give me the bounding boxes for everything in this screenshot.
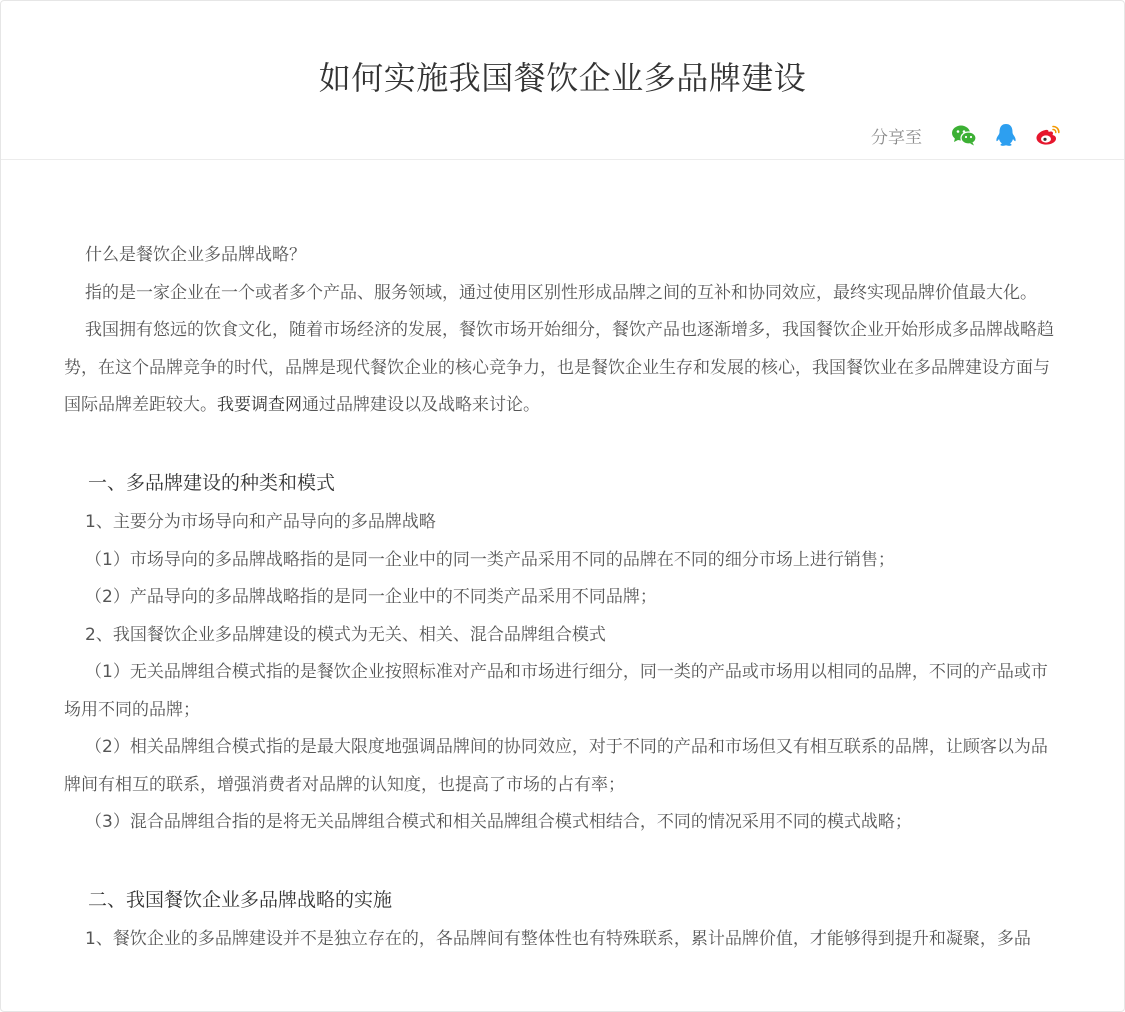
- intro-background-text: 我国拥有悠远的饮食文化，随着市场经济的发展，餐饮市场开始细分，餐饮产品也逐渐增多，我国餐饮企业开始形成多品牌战略趋势，在这个品牌竞争的时代，品牌是现代餐饮企业的核心竞争力，也是餐饮企业生存和发展的核心，我国餐饮业在多品牌建设方面与国际品牌差距较大。: [64, 320, 1054, 415]
- wechat-icon: [951, 124, 977, 146]
- share-wechat-button[interactable]: [950, 121, 978, 149]
- article-title: 如何实施我国餐饮企业多品牌建设: [318, 59, 807, 97]
- section-1-paragraph: （1）无关品牌组合模式指的是餐饮企业按照标准对产品和市场进行细分，同一类的产品或市场用以相同的品牌，不同的产品或市场用不同的品牌；: [64, 662, 1048, 720]
- intro-question: 什么是餐饮企业多品牌战略？: [85, 245, 306, 265]
- weibo-icon: [1035, 124, 1061, 146]
- section-1-paragraph: 1、主要分为市场导向和产品导向的多品牌战略: [85, 512, 436, 532]
- intro-background: [64, 312, 1062, 425]
- section-1-paragraph: 2、我国餐饮企业多品牌建设的模式为无关、相关、混合品牌组合模式: [85, 624, 606, 645]
- spacer: [64, 425, 1062, 463]
- survey-site-link[interactable]: 我要调查网: [217, 395, 302, 415]
- section-2-heading: 二、我国餐饮企业多品牌战略的实施: [88, 889, 393, 911]
- article-body: [64, 237, 1062, 959]
- article-header: [1, 1, 1124, 160]
- share-weibo-button[interactable]: [1034, 121, 1062, 149]
- qq-icon: [995, 123, 1017, 147]
- section-2-paragraph: 1、餐饮企业的多品牌建设并不是独立存在的，各品牌间有整体性也有特殊联系，累计品牌价值，才能够得到提升和凝聚，多品: [85, 929, 1031, 949]
- share-label: 分享至: [871, 127, 922, 148]
- spacer: [64, 842, 1062, 880]
- section-1-paragraph: （2）产品导向的多品牌战略指的是同一企业中的不同类产品采用不同品牌；: [85, 587, 657, 607]
- section-1-heading: 一、多品牌建设的种类和模式: [88, 472, 336, 494]
- share-bar: [871, 121, 1062, 149]
- intro-background-tail: 通过品牌建设以及战略来讨论。: [302, 395, 540, 415]
- section-1-paragraph: （1）市场导向的多品牌战略指的是同一企业中的同一类产品采用不同的品牌在不同的细分市场上进行销售；: [85, 549, 895, 570]
- share-qq-button[interactable]: [992, 121, 1020, 149]
- section-1-paragraph: （3）混合品牌组合指的是将无关品牌组合模式和相关品牌组合模式相结合，不同的情况采用不同的模式战略；: [85, 812, 912, 832]
- intro-definition: 指的是一家企业在一个或者多个产品、服务领域，通过使用区别性形成品牌之间的互补和协同效应，最终实现品牌价值最大化。: [85, 282, 1037, 303]
- section-1-paragraph: （2）相关品牌组合模式指的是最大限度地强调品牌间的协同效应，对于不同的产品和市场但又有相互联系的品牌，让顾客以为品牌间有相互的联系，增强消费者对品牌的认知度，也提高了市场的占有率；: [64, 737, 1048, 795]
